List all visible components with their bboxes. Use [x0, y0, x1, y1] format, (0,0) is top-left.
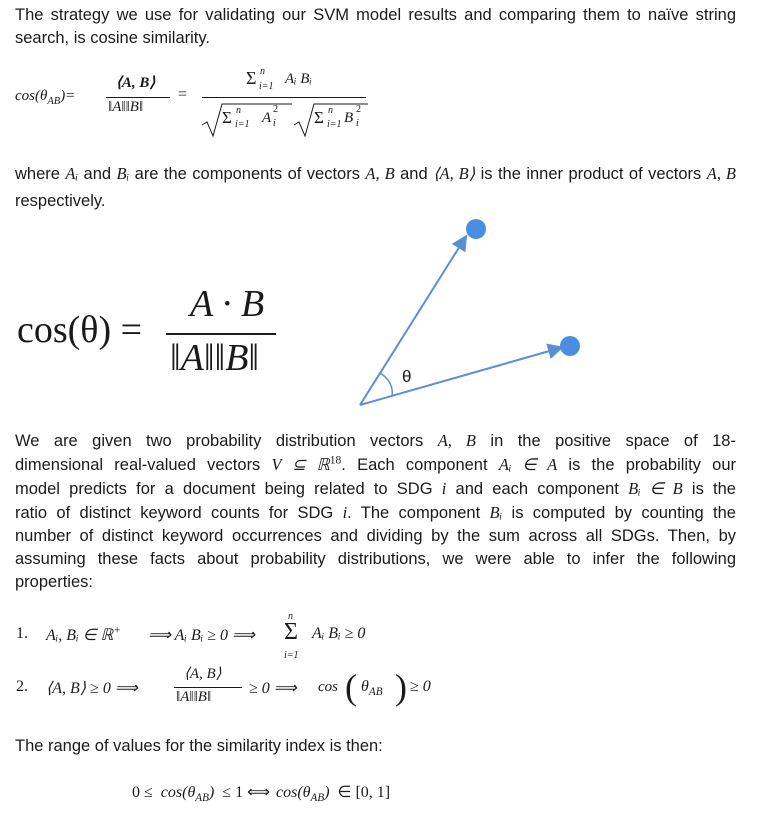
- formula1-den-b-bot: i=1: [327, 119, 342, 130]
- vector-a-point: [466, 219, 486, 239]
- where-math-ai: Aᵢ: [65, 164, 79, 183]
- formula1-num2-term: Aᵢ Bᵢ: [285, 71, 312, 87]
- formula1-fraction-bar-2: [202, 97, 366, 98]
- where-text-7: respectively.: [15, 192, 106, 210]
- formula1-num1: ⟨A, B⟩: [116, 75, 156, 91]
- given-line-1: We are given two probability distribution vectors A, B in the positive space of 18-: [15, 431, 736, 450]
- formula1-num2-sum: Σ: [246, 68, 257, 88]
- given-paragraph: [15, 429, 736, 594]
- formula1-den-b-top: n: [328, 105, 333, 116]
- formula1-den-a-top: n: [236, 105, 241, 116]
- range-formula: [132, 782, 391, 805]
- where-math-inner: ⟨A, B⟩: [433, 164, 476, 183]
- where-text-4: and: [400, 165, 428, 183]
- formula1-den-b-term: B: [344, 110, 354, 126]
- property-2-frac-den: ‖A‖‖B‖: [176, 689, 212, 705]
- given-line-2: dimensional real-valued vectors V ⊆ ℝ$^{18}$. Each component Aᵢ ∈ A is the probability our: [15, 454, 736, 474]
- where-text-1: where: [15, 165, 60, 183]
- formula1-den-a-sum: Σ: [222, 108, 232, 127]
- figure-numerator: A · B: [190, 283, 265, 325]
- where-math-ab-2: A, B: [706, 164, 736, 183]
- given-line-6: assuming these facts about probability distributions, we were able to infer the following: [15, 550, 736, 568]
- figure-denominator: ‖A‖‖B‖: [170, 337, 260, 379]
- angle-arc: [380, 373, 392, 396]
- formula1-den-a-sub: i: [273, 118, 276, 129]
- intro-paragraph: [15, 4, 736, 50]
- property-2-paren-left: (: [345, 667, 357, 707]
- property-1-part-c: Aᵢ Bᵢ ≥ 0: [312, 625, 366, 642]
- where-math-bi: Bᵢ: [116, 164, 130, 183]
- property-1-sum-bot: i=1: [284, 650, 299, 661]
- range-lower: 0 ≤: [132, 784, 153, 801]
- property-2-fraction-bar: [174, 687, 242, 688]
- vector-angle-diagram: [350, 210, 590, 415]
- formula1-den-a-bot: i=1: [235, 119, 250, 130]
- property-2-part-c: ≥ 0: [410, 678, 431, 695]
- range-upper: ≤ 1 ⟺: [222, 784, 271, 801]
- formula1-den-b-sup: 2: [356, 104, 361, 115]
- property-2-frac-num: ⟨A, B⟩: [184, 666, 222, 682]
- formula1-fraction-bar-1: [106, 97, 170, 98]
- where-text-2: and: [83, 165, 112, 183]
- figure-fraction-bar: [166, 333, 276, 335]
- figure-lhs: cos(θ) =: [17, 309, 143, 351]
- where-text-6: vectors: [648, 165, 702, 183]
- formula1-den-b-sub: i: [356, 118, 359, 129]
- given-line-5: number of distinct keyword occurrences and dividing by the sum across all SDGs. Then, by: [15, 527, 736, 545]
- property-2-part-b: ≥ 0 ⟹: [249, 680, 297, 697]
- where-math-ab: A, B: [365, 164, 395, 183]
- range-cos-1: $\cos(\theta_{AB})$: [160, 784, 215, 805]
- range-paragraph: [15, 735, 736, 758]
- property-1-part-b: ⟹ Aᵢ Bᵢ ≥ 0 ⟹: [148, 627, 255, 644]
- where-text-5: is the inner product of: [480, 165, 643, 183]
- given-line-3: model predicts for a document being related to SDG i and each component Bᵢ ∈ B is the: [15, 479, 736, 498]
- property-1-part-a: Aᵢ, Bᵢ ∈ ℝ+: [46, 624, 121, 644]
- vector-b-point: [560, 336, 580, 356]
- property-1-number: 1.: [16, 625, 28, 642]
- property-1-sum-top: n: [288, 611, 293, 622]
- range-interval: ∈ [0, 1]: [337, 784, 391, 801]
- given-line-4: ratio of distinct keyword counts for SDG i. The component Bᵢ is computed by counting the: [15, 503, 736, 522]
- given-line-7: properties:: [15, 573, 93, 591]
- where-paragraph: [15, 160, 736, 215]
- formula1-den-a-term: A: [262, 110, 272, 126]
- formula1-den-b-sum: Σ: [314, 108, 324, 127]
- property-1-sum: Σ: [284, 619, 298, 645]
- range-text: The range of values for the similarity index is then:: [15, 737, 383, 755]
- formula1-num2-bot: i=1: [259, 81, 274, 92]
- property-2-cos: cos: [318, 679, 338, 695]
- formula1-den1: ‖A‖‖B‖: [108, 99, 144, 115]
- where-text-3: are the components of vectors: [134, 165, 360, 183]
- angle-label: θ: [402, 367, 412, 386]
- property-2-number: 2.: [16, 678, 28, 695]
- property-2-theta: $\theta_{AB}$: [361, 678, 383, 699]
- formula1-den-a-sup: 2: [273, 104, 278, 115]
- formula1-lhs: $\cos(\theta_{AB})=$: [15, 88, 76, 107]
- range-cos-2: $\cos(\theta_{AB})$: [276, 784, 330, 805]
- intro-text: The strategy we use for validating our SVM model results and comparing them to naïve string search, is cosine similarity.: [15, 6, 736, 47]
- formula1-num2-top: n: [260, 66, 265, 77]
- property-2-part-a: ⟨A, B⟩ ≥ 0 ⟹: [46, 680, 138, 697]
- formula1-equals: =: [178, 86, 188, 103]
- property-2-paren-right: ): [395, 667, 407, 707]
